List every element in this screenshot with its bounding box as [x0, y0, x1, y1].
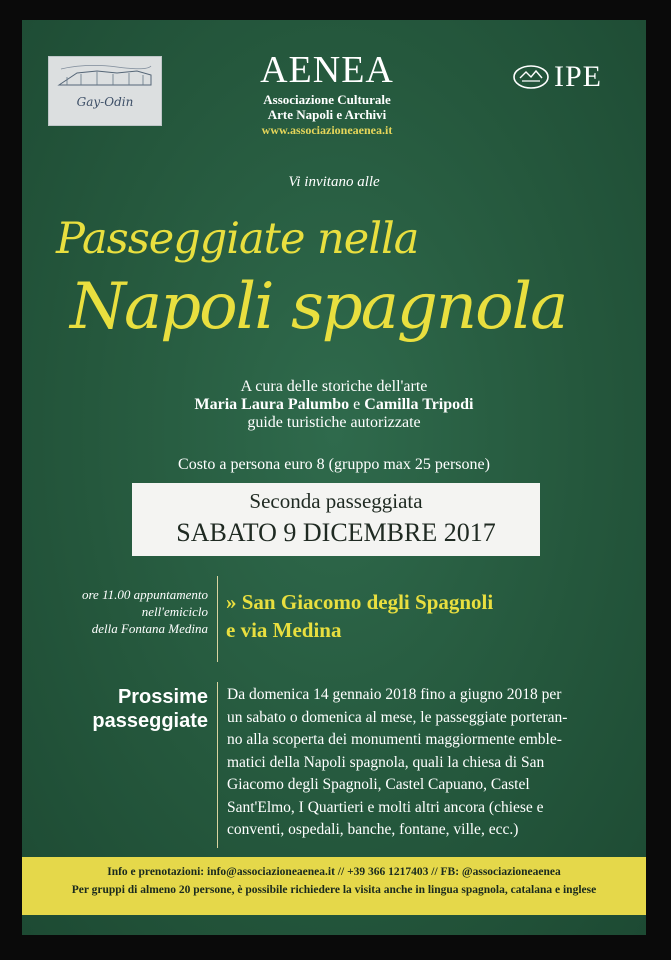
title-line-1: Passeggiate nella — [56, 214, 419, 264]
desc-line: no alla scoperta dei monumenti maggiormente emble- — [227, 731, 562, 748]
desc-line: conventi, ospedali, banche, fontane, ville, ecc.) — [227, 821, 519, 838]
next-heading-2: passeggiate — [92, 710, 208, 732]
date-box — [132, 483, 540, 556]
gay-odin-script: Gay-Odin — [76, 95, 134, 109]
curators — [22, 378, 646, 432]
poster — [22, 20, 646, 935]
curator-2: Camilla Tripodi — [364, 396, 474, 413]
aenea-subtitle-2: Arte Napoli e Archivi — [267, 107, 387, 122]
cost-text: Costo a persona euro 8 (gruppo max 25 persone) — [178, 456, 490, 473]
curator-conjunction: e — [349, 396, 365, 413]
ipe-emblem-icon — [512, 64, 550, 90]
destination-line-2: e via Medina — [226, 618, 342, 642]
meeting-info — [32, 586, 208, 637]
building-sketch-icon — [57, 63, 153, 89]
desc-line: Da domenica 14 gennaio 2018 fino a giugno 2018 per — [227, 686, 562, 703]
aenea-subtitle-1: Associazione Culturale — [263, 92, 391, 107]
footer-band — [22, 857, 646, 915]
desc-line: Giacomo degli Spagnoli, Castel Capuano, Castel — [227, 776, 530, 793]
desc-line: un sabato o domenica al mese, le passeggiate porteran- — [227, 708, 568, 726]
desc-line: Sant'Elmo, I Quartieri e molti altri ancora (chiese e — [227, 798, 544, 816]
divider-line — [217, 576, 218, 662]
ipe-logo — [512, 60, 602, 94]
invite-text: Vi invitano alle — [288, 174, 380, 190]
desc-line: matici della Napoli spagnola, quali la chiesa di San — [227, 753, 545, 771]
meeting-line-2: nell'emiciclo — [141, 604, 208, 619]
curators-role: guide turistiche autorizzate — [247, 414, 421, 431]
curator-1: Maria Laura Palumbo — [194, 396, 350, 413]
next-walks-heading — [72, 685, 208, 733]
gay-odin-logo — [48, 56, 162, 126]
footer-contact: Info e prenotazioni: info@associazioneaenea.it // +39 366 1217403 // FB: @associazioneaenea — [107, 866, 561, 878]
curators-intro: A cura delle storiche dell'arte — [240, 378, 428, 395]
ipe-text: IPE — [554, 60, 602, 93]
meeting-line-1: ore 11.00 appuntamento — [81, 587, 208, 602]
title-line-2: Napoli spagnola — [70, 270, 567, 344]
destination — [226, 588, 493, 644]
next-walks-description — [227, 684, 632, 842]
aenea-name: AENEA — [260, 49, 394, 91]
curators-names — [22, 396, 646, 414]
aenea-website: www.associazioneaenea.it — [261, 123, 393, 137]
walk-label: Seconda passeggiata — [249, 489, 423, 513]
next-heading-1: Prossime — [117, 686, 208, 708]
aenea-logo — [227, 48, 427, 138]
meeting-line-3: della Fontana Medina — [91, 621, 208, 636]
footer-groups-note: Per gruppi di almeno 20 persone, è possibile richiedere la visita anche in lingua spagnola, catalana e inglese — [71, 884, 597, 896]
destination-line-1: » San Giacomo degli Spagnoli — [226, 590, 494, 614]
divider-line — [217, 682, 218, 848]
walk-date: SABATO 9 DICEMBRE 2017 — [176, 518, 496, 547]
